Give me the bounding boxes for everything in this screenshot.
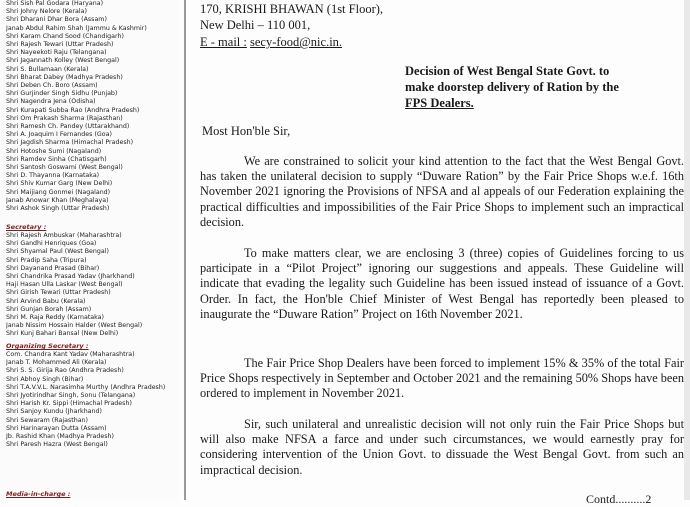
organizing-secretary-name: Shri S. S. Girija Rao (Andhra Pradesh) bbox=[6, 367, 124, 375]
vice-president-name: Shri Ashok Singh (Uttar Pradesh) bbox=[6, 205, 110, 213]
vice-president-name: Shri Rajesh Tewari (Uttar Pradesh) bbox=[6, 41, 114, 49]
letter-body bbox=[200, 0, 685, 506]
secretary-name: Shri Girish Tewari (Uttar Pradesh) bbox=[6, 289, 111, 297]
organizing-secretary-name: Shri Paresh Hazra (West Bengal) bbox=[6, 441, 108, 449]
secretary-name: Janab Nissim Hossain Halder (West Bengal) bbox=[6, 322, 143, 330]
secretary-name: Shri Shyamal Paul (West Bengal) bbox=[6, 248, 109, 256]
vice-president-name: Shri S. Bullamaan (Kerala) bbox=[6, 65, 89, 73]
vice-president-name: Janab Anowar Khan (Meghalaya) bbox=[6, 196, 109, 204]
address-line-1: 170, KRISHI BHAWAN (1st Floor), bbox=[200, 2, 384, 16]
vice-president-name: Shri Nagendra Jena (Odisha) bbox=[6, 98, 96, 106]
continued-marker: Contd..........2 bbox=[586, 492, 652, 506]
organizing-secretary-name: Shri T.A.V.V.L. Narasimha Murthy (Andhra Pradesh) bbox=[6, 383, 166, 391]
media-heading: Media-in-charge : bbox=[6, 490, 71, 498]
vice-president-name: Shri Sish Pal Godara (Haryana) bbox=[6, 0, 104, 7]
secretary-heading: Secretary : bbox=[6, 223, 47, 231]
secretary-name: Shri Kunj Bahari Bansal (New Delhi) bbox=[6, 330, 119, 338]
secretary-name: Shri Gunjan Borah (Assam) bbox=[6, 305, 92, 313]
vice-president-name: Shri Johny Nelore (Kerala) bbox=[6, 8, 87, 16]
secretary-name: Shri Chandrika Prasad Yadav (Jharkhand) bbox=[6, 273, 135, 281]
scan-edge bbox=[684, 0, 690, 500]
vice-president-name: Shri A. Joaquim I Fernandes (Goa) bbox=[6, 131, 112, 139]
vice-president-name: Shri Jagannath Kolley (West Bengal) bbox=[6, 57, 120, 65]
vice-president-name: Shri Bharat Dabey (Madhya Pradesh) bbox=[6, 73, 123, 81]
vice-president-name: Shri Maijiang Gonmei (Nagaland) bbox=[6, 188, 111, 196]
vice-president-name: Shri Jagdish Sharma (Himachal Pradesh) bbox=[6, 139, 134, 147]
vice-president-name: Shri Karam Chand Sood (Chandigarh) bbox=[6, 32, 124, 40]
secretary-name: Shri Gandhi Henriques (Goa) bbox=[6, 240, 97, 248]
secretary-name: Shri Pradip Saha (Tripura) bbox=[6, 256, 87, 264]
vice-president-name: Shri Nayeekoti Raju (Telangana) bbox=[6, 49, 107, 57]
salutation: Most Hon'ble Sir, bbox=[202, 124, 291, 138]
secretary-name: Shri Rajesh Ambuskar (Maharashtra) bbox=[6, 232, 122, 239]
email-line bbox=[200, 34, 342, 50]
secretary-name: Shri M. Raja Reddy (Karnataka) bbox=[6, 314, 104, 322]
subject-line-1: Decision of West Bengal State Govt. to bbox=[405, 64, 610, 78]
vice-president-name: Shri Deben Ch. Boro (Assam) bbox=[6, 82, 98, 90]
secretaries-group bbox=[0, 221, 178, 339]
subject-block bbox=[405, 63, 680, 111]
email-address[interactable]: secy-food@nic.in. bbox=[250, 35, 343, 49]
organizing-secretary-name: Shri Harish Kr. Sippi (Himachal Pradesh) bbox=[6, 400, 132, 408]
column-divider bbox=[184, 0, 186, 500]
organizing-secretary-name: Janab T. Mohammed Ali (Kerala) bbox=[6, 359, 107, 367]
vice-president-name: Shri Shiv Kumar Garg (New Delhi) bbox=[6, 180, 113, 188]
office-bearers-sidebar bbox=[0, 0, 178, 500]
vice-president-name: Janab Abdul Rahim Shah (Jammu & Kashmir) bbox=[6, 24, 147, 32]
vice-president-name: Shri Gurjinder Singh Sidhu (Punjab) bbox=[6, 90, 118, 98]
address-line-2: New Delhi – 110 001, bbox=[200, 18, 311, 32]
paragraph-1: We are constrained to solicit your kind attention to the fact that the West Bengal Govt. has taken the unilateral decision to supply “Duware Ration” by the Fair Price Shops w.e.f. 16th November 2021 ignoring the Provisions of NFSA and al appeals of our Federation explaining the practical difficulties and impossibilities of the Fair Price Shops to implement such an impractical decision. bbox=[200, 154, 684, 229]
secretary-name: Shri Arvind Babu (Kerala) bbox=[6, 297, 86, 305]
organizing-secretary-heading: Organizing Secretary : bbox=[6, 342, 89, 350]
vice-president-name: Shri Ramesh Ch. Pandey (Uttarakhand) bbox=[6, 123, 130, 131]
vice-president-name: Shri Ramdev Sinha (Chatisgarh) bbox=[6, 155, 107, 163]
organizing-secretary-name: Com. Chandra Kant Yadav (Maharashtra) bbox=[6, 351, 135, 358]
organizing-secretary-name: Shri Abhoy Singh (Bihar) bbox=[6, 375, 84, 383]
organizing-secretary-name: Shri Harinarayan Dutta (Assam) bbox=[6, 424, 107, 432]
vice-presidents-list bbox=[0, 0, 178, 213]
subject-line-3: FPS Dealers. bbox=[405, 96, 474, 110]
vice-president-name: Shri Kurapati Subba Rao (Andhra Pradesh) bbox=[6, 106, 140, 114]
paragraph-2: To make matters clear, we are enclosing 3 (three) copies of Guidelines forcing to us participate in a “Pilot Project” ignoring our suggestions and appeals. These Guideline will indicate that evading the legality such Guideline has been issued instead of issuance of a Govt. Order. In fact, the Hon'ble Chief Minister of West Bengal has reportedly been pleased to inaugurate the “Duware Ration” Project on 16th November 2021. bbox=[200, 246, 684, 321]
organizing-secretaries-group bbox=[0, 340, 178, 449]
vice-president-name: Shri Dharani Dhar Bora (Assam) bbox=[6, 16, 107, 24]
vice-president-name: Shri Santosh Goswami (West Bengal) bbox=[6, 164, 123, 172]
secretary-name: Shri Dayanand Prasad (Bihar) bbox=[6, 264, 100, 272]
organizing-secretary-name: Shri Jyotirindhar Singh, Sonu (Telangana) bbox=[6, 392, 136, 400]
vice-president-name: Shri Om Prakash Sharma (Rajasthan) bbox=[6, 114, 123, 122]
organizing-secretary-name: Jb. Rashid Khan (Madhya Pradesh) bbox=[6, 433, 115, 441]
paragraph-4: Sir, such unilateral and unrealistic decision will not only ruin the Fair Price Shops but will also make NFSA a farce and under such circumstances, we would earnestly pray for considering intervention of the Union Govt. to dissuade the West Bengal Govt. from such an impractical decision. bbox=[200, 417, 684, 477]
media-group bbox=[0, 488, 178, 499]
secretary-name: Haji Hasan Ulla Laskar (West Bengal) bbox=[6, 281, 123, 289]
subject-line-2: make doorstep delivery of Ration by the bbox=[405, 80, 619, 94]
email-label: E - mail : bbox=[200, 35, 247, 49]
vice-president-name: Shri D. Thayanna (Karnataka) bbox=[6, 172, 100, 180]
organizing-secretary-name: Shri Sanjoy Kundu (Jharkhand) bbox=[6, 408, 102, 416]
paragraph-3: The Fair Price Shop Dealers have been forced to implement 15% & 35% of the total Fair Price Shops respectively in September and October 2021 and the remaining 50% Shops have been ordered to implement in November 2021. bbox=[200, 356, 684, 401]
vice-president-name: Shri Hotoshe Sumi (Nagaland) bbox=[6, 147, 102, 155]
organizing-secretary-name: Shri Sewaram (Rajasthan) bbox=[6, 416, 88, 424]
